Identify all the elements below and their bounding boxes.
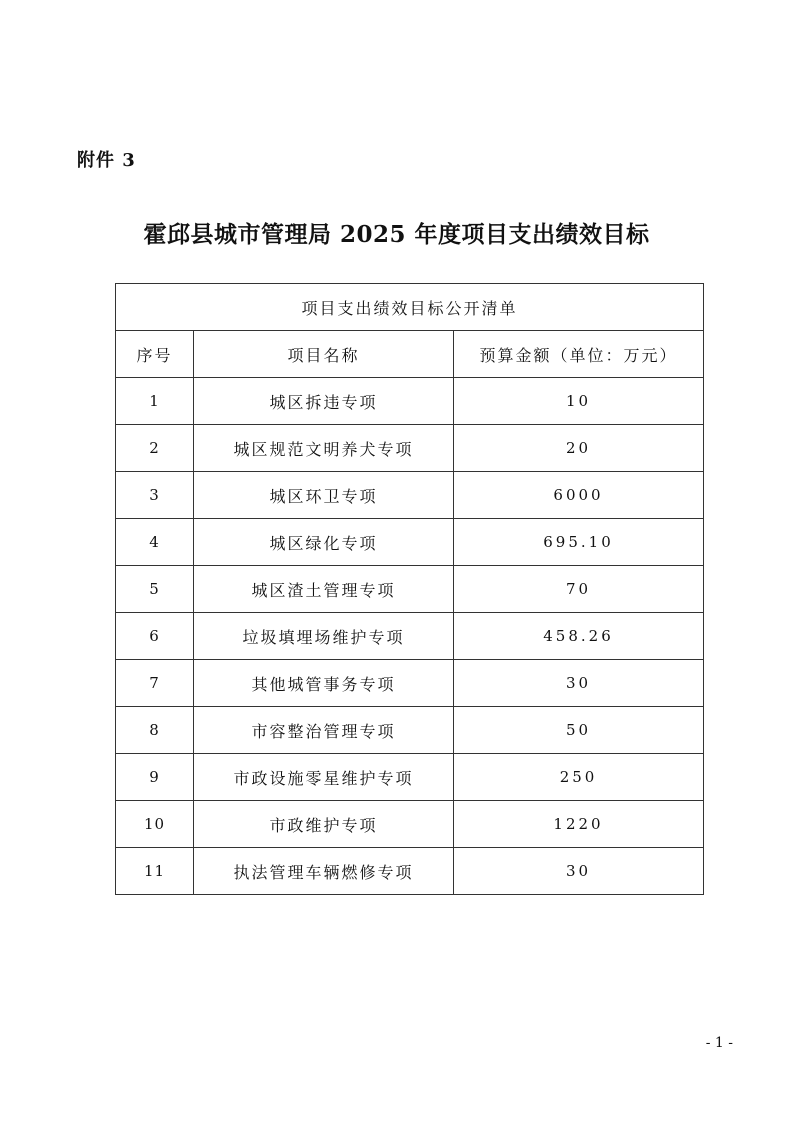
row-budget: 458.26 [454,613,704,660]
row-name: 其他城管事务专项 [194,660,454,707]
row-index: 9 [116,754,194,801]
row-name: 垃圾填埋场维护专项 [194,613,454,660]
budget-table [115,283,704,895]
table-row [116,425,704,472]
row-index: 3 [116,472,194,519]
table-row [116,613,704,660]
table-row [116,660,704,707]
row-index: 7 [116,660,194,707]
row-index: 4 [116,519,194,566]
row-budget: 20 [454,425,704,472]
row-budget: 695.10 [454,519,704,566]
row-name: 市容整治管理专项 [194,707,454,754]
table-row [116,754,704,801]
table-caption: 项目支出绩效目标公开清单 [116,284,704,331]
table-row [116,801,704,848]
row-budget: 70 [454,566,704,613]
row-name: 城区渣土管理专项 [194,566,454,613]
header-budget: 预算金额（单位：万元） [454,331,704,378]
row-budget: 1220 [454,801,704,848]
row-index: 10 [116,801,194,848]
row-budget: 10 [454,378,704,425]
row-name: 市政设施零星维护专项 [194,754,454,801]
row-budget: 30 [454,848,704,895]
row-name: 城区环卫专项 [194,472,454,519]
row-budget: 250 [454,754,704,801]
table-row [116,519,704,566]
table-row [116,378,704,425]
table-row [116,472,704,519]
row-name: 执法管理车辆燃修专项 [194,848,454,895]
row-name: 市政维护专项 [194,801,454,848]
header-name: 项目名称 [194,331,454,378]
row-index: 6 [116,613,194,660]
row-index: 2 [116,425,194,472]
row-name: 城区拆违专项 [194,378,454,425]
table-row [116,707,704,754]
attachment-label: 附件 3 [77,150,136,171]
table-header-row [116,331,704,378]
row-budget: 50 [454,707,704,754]
row-index: 8 [116,707,194,754]
table-row [116,848,704,895]
row-budget: 30 [454,660,704,707]
page-number: - 1 - [705,1035,733,1051]
row-name: 城区绿化专项 [194,519,454,566]
row-index: 5 [116,566,194,613]
table-caption-row [116,284,704,331]
row-name: 城区规范文明养犬专项 [194,425,454,472]
row-index: 1 [116,378,194,425]
row-budget: 6000 [454,472,704,519]
document-title: 霍邱县城市管理局 2025 年度项目支出绩效目标 [143,221,650,248]
header-index: 序号 [116,331,194,378]
table-row [116,566,704,613]
row-index: 11 [116,848,194,895]
